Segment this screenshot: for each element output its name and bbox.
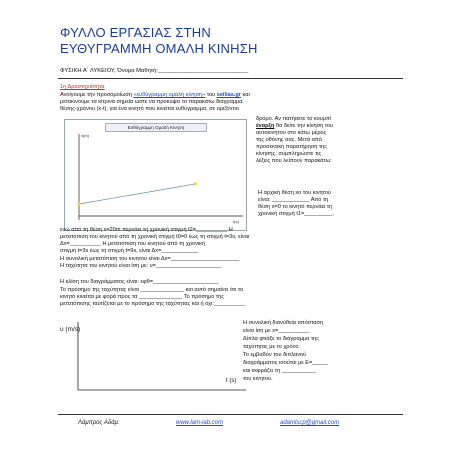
intro-text-a: Ανοίγουμε την προσομοίωση: [60, 92, 134, 98]
intro-text-b: του: [205, 92, 217, 98]
question-line-7: Δx=__________ Η μετατόπιση του κινητού από τη χρονική: [60, 241, 206, 247]
question-line-5: ενώ από τη θέση x=20m περνάει τη χρονική στιγμή t2=__________ Η: [60, 227, 233, 233]
right-text-4: της οθόνης σας. Μετά από: [256, 137, 322, 143]
footer-author: Λάμπρος Αδάμ:: [78, 420, 120, 426]
simulation-link[interactable]: «ευθύγραμμη ομαλή κίνηση»: [133, 92, 206, 98]
graph-text-1: Η συνολική διανύθεία απόσταση: [243, 320, 324, 326]
graph-text-8: του κινητού.: [243, 376, 273, 382]
right-text-1: δρόμο. Αν πατήσετε το κουμπί: [256, 116, 332, 122]
footer-email-link[interactable]: adamlscp@gmail.com: [280, 420, 340, 426]
simulation-screenshot: [64, 119, 247, 231]
start-point: [77, 202, 80, 205]
footer-divider: [58, 414, 403, 415]
title-line-1: ΦΥΛΛΟ ΕΡΓΑΣΙΑΣ ΣΤΗΝ: [60, 25, 211, 40]
intro-line-3: θέσης-χρόνου (x-t), για ένα κινητό που κινείται ευθύγραμμα, σε οριζόντιο: [60, 106, 239, 112]
question-line-4: χρονική στιγμή t1=_________,: [258, 211, 334, 217]
graph-text-2: είναι ίση με s=__________: [243, 328, 310, 334]
footer-site-link[interactable]: www.lam-lab.com: [176, 420, 224, 426]
velocity-axis-label: υ (m/s): [60, 326, 81, 333]
question-line-12: Το πρόσημο της ταχύτητας είναι ______________ και αυτό σημαίνει ότι το: [60, 287, 244, 293]
end-point: [193, 182, 196, 185]
question-line-3: θέση x=0 το κινητό περνάει τη: [258, 204, 333, 210]
t-axis-caption: t(s): [233, 219, 239, 224]
question-line-10: Η ταχύτητα του κινητού είναι ίση με: υ=_____________________: [60, 263, 222, 269]
graph-text-5: Το εμβαδόν του διπλανού: [243, 352, 307, 358]
page-title: [60, 25, 300, 57]
start-button-word: έναρξη: [256, 123, 275, 129]
title-line-2: ΕΥΘΥΓΡΑΜΜΗ ΟΜΑΛΗ ΚΙΝΗΣΗ: [60, 41, 258, 56]
graph-text-6: διαγράμματος ισούται με Ε=_____: [243, 360, 328, 366]
question-line-2: είναι: ____________ Από τη: [258, 197, 329, 203]
intro-text-c: και: [240, 92, 250, 98]
activity-heading: 1η Δραστηριότητα: [60, 84, 105, 90]
question-line-11: Η κλίση του διαγράμματος είναι: εφθ=_____________________: [60, 279, 219, 285]
right-text-7: λέξεις που λείπουν παρακάτω:: [256, 158, 332, 164]
question-line-8: στιγμή t=3s έως τη στιγμή t=9s, είναι Δx=____________: [60, 248, 199, 254]
right-text-5: προσεκτική παρατήρηση της: [256, 144, 327, 150]
right-text-3: αυτοκινήτου στο κάτω μέρος: [256, 130, 327, 136]
class-name-line: ΦΥΣΙΚΗ Α΄ ΛΥΚΕΙΟΥ, Όνομα Μαθητή:____________________________: [60, 68, 249, 74]
time-axis-label: t (s): [226, 378, 237, 384]
position-time-graph: [65, 120, 246, 230]
question-line-9: Η συνολική μετατόπιση του κινητού είναι Δx=______________________: [60, 256, 240, 262]
question-line-1: Η αρχική θέση xο του κινητού: [258, 190, 331, 196]
velocity-time-axes: [60, 318, 250, 398]
right-text-6: κίνησης, συμπληρώστε τις: [256, 151, 322, 157]
header-divider: [58, 78, 403, 79]
question-line-14: μετατόπισης ταυτίζεται με το πρόσημο της ταχύτητας και ή όχι:__________: [60, 301, 245, 307]
seilias-link[interactable]: seilias.gr: [216, 92, 241, 98]
graph-text-7: και εκφράζει τη ___________: [243, 368, 316, 374]
question-line-6: μετατόπιση του κινητού από τη χρονική στιγμή t0=0 έως τη στιγμή t=3s, είναι: [60, 234, 250, 240]
question-line-13: κινητό κινείται με φορά προς τα ______________ Το πρόσημο της: [60, 294, 224, 300]
simulation-title: Ευθύγραμμη Ομαλή Κίνηση: [105, 123, 207, 132]
x-axis-caption: x(m): [81, 133, 89, 138]
graph-text-4: ταχύτητας με το χρόνο.: [243, 344, 301, 350]
graph-text-3: Δίπλα φτιάξε το διάγραμμα της: [243, 336, 319, 342]
right-text-2-rest: θα δείτε την κίνηση του: [274, 123, 334, 129]
intro-line-2: μετακινούμε τα κίτρινα σημεία ώστε να προκύψει το παρακάτω διάγραμμα: [60, 99, 243, 105]
graph-line: [79, 184, 195, 204]
